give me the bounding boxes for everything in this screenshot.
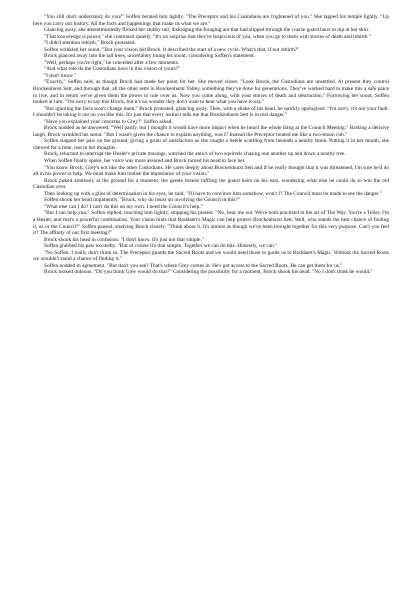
paragraph: Brock poked aimlessly at the ground for a moment, the gentle breeze ruffling the guard hairs on his ears, wondering what else he could do to win the old Custodian over. <box>33 177 389 191</box>
paragraph: "Exactly," Soffen said, as though Brock had made her point for her. She moved closer. "Look Brock, the Custodians are unsettled. At present they control Brockenhurst Sett, and through that, all the other setts in Brockenhurst Valley, something they've done for generations. They've worked hard to make this a safe place to live, and in return we've given them the power to rule over us. Now you come along, with your stories of death and destruction." Furrowing her snout, Soffen looked at him. "I'm sorry to say this Brock, but it's no wonder they don't want to hear what you have to say." <box>33 79 389 106</box>
paragraph: "You still don't understand, do you?" Soffen berated him lightly. "The Preceptor and his Custodians are frightened of you." She tapped his temple lightly. "Up here you carry our history. All the facts and happenings that make us what we are." <box>33 14 389 27</box>
paragraph: "What else can I do? I can't do this on my own. I need the Council's help." <box>44 203 203 210</box>
paragraph: Brock glanced away into the tall trees, uncertainty lining his snout, considering Soffen's statement. <box>44 53 256 60</box>
paragraph: "No Soffen, I really don't think so. The Preceptor guards the Sacred Roots and we would need those to guide us to Boddaert's Magic. Without the Sacred Roots we wouldn't stand a chance of finding it." <box>33 249 389 263</box>
paragraph: "Well, perhaps you're right," he conceded after a few moments. <box>44 59 180 66</box>
paragraph: "I don't know." <box>44 72 77 79</box>
paragraph: "You know Brock, Grey's not like the other Custodians. He cares deeply about Brockenhurst Sett and if he really thought that it was threatened, I'm sure he'd do all in his power to help. We must make him realise the importance of your vision." <box>33 164 389 178</box>
paragraph: Soffen slapped her paw on the ground, giving a grunt of satisfaction as she caught a beetle scuttling from beneath a nearby stone. Putting it in her mouth, she chewed for a time, lost in her thoughts. <box>33 138 389 151</box>
paragraph: "But ignoring the facts won't change them," Brock protested, glancing away. Then, with a shake of his head, he quickly apologised. "I'm sorry, it's not your fault. I shouldn't be taking it out on you like this. It's just that every instinct tells me that Brockenhurst Sett is in real danger." <box>33 105 389 119</box>
paragraph: When Soffen finally spoke, her voice was more assured and Brock turned his head to face her. <box>44 158 246 165</box>
paragraph: "That knowledge is power," she continued quietly. "It's no surprise that they're suspicious of you, when you go to them with stories of death and rebirth." <box>44 33 371 40</box>
paragraph: Brock looked dubious. "Do you think Grey would do that?" Considering the possibility for a moment, Brock shook his head. "No I don't think he would." <box>44 269 373 276</box>
document-page <box>33 14 389 276</box>
paragraph: "I didn't mention rebirth," Brock protested. <box>44 40 136 47</box>
paragraph: Brock shook his head in confusion. "I don't know. It's just not that simple." <box>44 236 205 243</box>
paragraph: Brock, reluctant to interrupt the Healer's private musings, watched the antics of two squirrels chasing one another up and down a nearby tree. <box>44 151 346 158</box>
paragraph: Soffen wrinkled her snout. "But your vision did Brock. It described the start of a new cycle. What's that, if not rebirth?" <box>44 46 300 53</box>
paragraph: Soffen shook her head impatiently. "Brock, why do insist on involving the Council in this?" <box>44 197 240 204</box>
paragraph: Brock nodded as he answered. "Well partly, but I thought it would have more impact when he heard the whole thing at the Council Meeting." Barking a derisive laugh, Brock wrinkled his snout. "But I wasn't given the chance to explain anything, was I? Instead the Preceptor treated me like a two-moon cub." <box>33 125 389 138</box>
paragraph: "And what role do the Custodians have in this vision of yours?" <box>44 66 181 73</box>
paragraph: "Have you explained your concerns to Grey?" Soffen asked. <box>44 118 173 125</box>
paragraph: Then looking up with a glint of determination in his eyes, he said, "I'll have to convince him somehow, won't I? The Council must be made to see the danger." <box>44 190 382 197</box>
paragraph: Soffen grabbed his paw excitedly. "But of course it's that simple. Together we can do this. Honestly, we can." <box>44 243 278 250</box>
paragraph: Glancing away, she absentmindedly flicked her stubby tail, dislodging the foraging ant that had slipped through the coarse guard hairs to nip at her skin. <box>44 27 370 34</box>
paragraph: "But I can help you," Soffen replied, touching him lightly, stopping his protest. "No, hear me out. We're both practised in the art of The Way. You're a Teller, I'm a Healer, and that's a powerful combination. Your vision hints that Boddaert's Magic can help protect Brockenhurst Sett. Well, who stands the best chance of finding it, us or the Council?" Soffen paused, studying Brock closely. "Think about it. It's almost as though we've been brought together for this very purpose. Can't you feel it? The affinity of our first meeting?" <box>33 210 389 237</box>
paragraph: Soffen nodded in agreement. "But don't you see? That's where Grey comes in. He's got access to the Sacred Roots. He can get them for us." <box>44 262 343 269</box>
